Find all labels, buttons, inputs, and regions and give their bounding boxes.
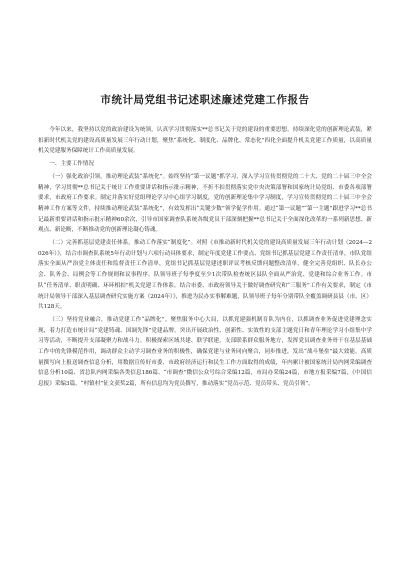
paragraph-political-guidance: （一）强化政治引领，推动理论武装“系统化”。始终坚持“第一议题”抓学习，深入学习宣传贯彻党的二十大、党的二十届三中全会精神，学习贯彻**总书记关于统计工作重要讲话和指示批示精神，不折不扣贯彻落实党中央决策部署和国家统计局党组、市委各项部署要求，市政府工作要求。制定并落实好党组理论学习中心组学习制度，党的创新理论集中学习制度，学习宣传贯彻党的二十届三中全会精神工作方案等文件，持续推动理论武装“系统化”，有效发挥出“关键少数”领学促学作用。通过“第一议题”“第一主题”跟进学习**总书记最新重要讲话和指示批示精神60余次，引导市国家调查队系统各级党员干部深刻把握**总书记关于全面深化改革的一系列新思想、新观点、新论断，不断推动党的创新理论凝心铸魂。	[38, 173, 372, 234]
document-title: 市统计局党组书记述职述廉述党建工作报告	[100, 94, 310, 106]
paragraph-party-brand: （三）坚持党业融合，推动党建工作“品牌化”。聚焦服务中心大局，以抓党建强机制育队为内在，以抓调查业务促进党建理念实现，着力打造市统计局“党建铸魂、国调先锋”党建品牌。突出开展政治性、创新性、实效性的支部主题党日和青年理论学习小组集中学习等活动，不断提升支部凝聚力和战斗力。积极探索区域共建、联学联建，支部联系群众服务地方，发挥党员调查业务骨干在基层基础工作中的先锋模范作用，调动群众主动学习调查业务的积极性，确保党建与业务同向聚合，同步推进，发出“战斗堡垒”最大效能。高质量撰写向上报送调查信息分析，用数据宣传好市委、市政府经济运行和民生工作方面取得的成绩，年内累计被国家统计局内网采编调查信息分析10篇、省总队内网采编各类信息186篇、“市调查”微信公众号综合采编12篇，市局办采编24篇，市地方报采编7篇，《中国信息报》采编3篇，“村镇村”征文获奖2篇，所有信息均为党员撰写，推动落实“党员示范、党员带头、党员引领”。	[38, 316, 372, 388]
intro-paragraph: 今年以来，我坚持以党的政治建设为统领，认真学习贯彻落实**总书记关于党的建设的重要思想，持续深化党的创新理论武装，紧扣新时代机关党的建设高质量发展三年行动计划，聚焦“系统化、制度化、品牌化、常态化”四化全面提升机关党建工作质量，以高质量机关党建服务保障统计工作高质量发展。	[38, 127, 372, 155]
section-heading: 一、主要工作情况	[49, 161, 94, 168]
paragraph-responsibility-system: （二）完善抓基层党建责任体系，推动工作落实“制度化”。对照《市推动新时代机关党的建设高质量发展三年行动计划（2024—2026年）》，结合市调查队系统5年行动计划与六项行动具体要求，制定年度党建工作要点、党组书记抓基层党建工作责任清单，市队党组落实全面从严治党主体责任和监督责任工作清单，党组书记抓基层党建述职评议考核反馈问题整改清单，健全完善党组织、队长办公会、队务会、局例会等工作规则和议事程序。队领导班子每季度至少1次带队检查统区县队全面从严治党、党建和综合业务工作。市队“任务清单、职责明确、环环相扣”机关党建工作体系。结合市委、市政府领导关于做好调查研究和“三服务”工作有关要求，制定《市统计局领导干部深入基层调查研究实施方案（2024年）》，推进为民办实事解难题，队领导班子每年分别带队全覆盖调研县县（市、区）共128天。	[38, 240, 372, 311]
